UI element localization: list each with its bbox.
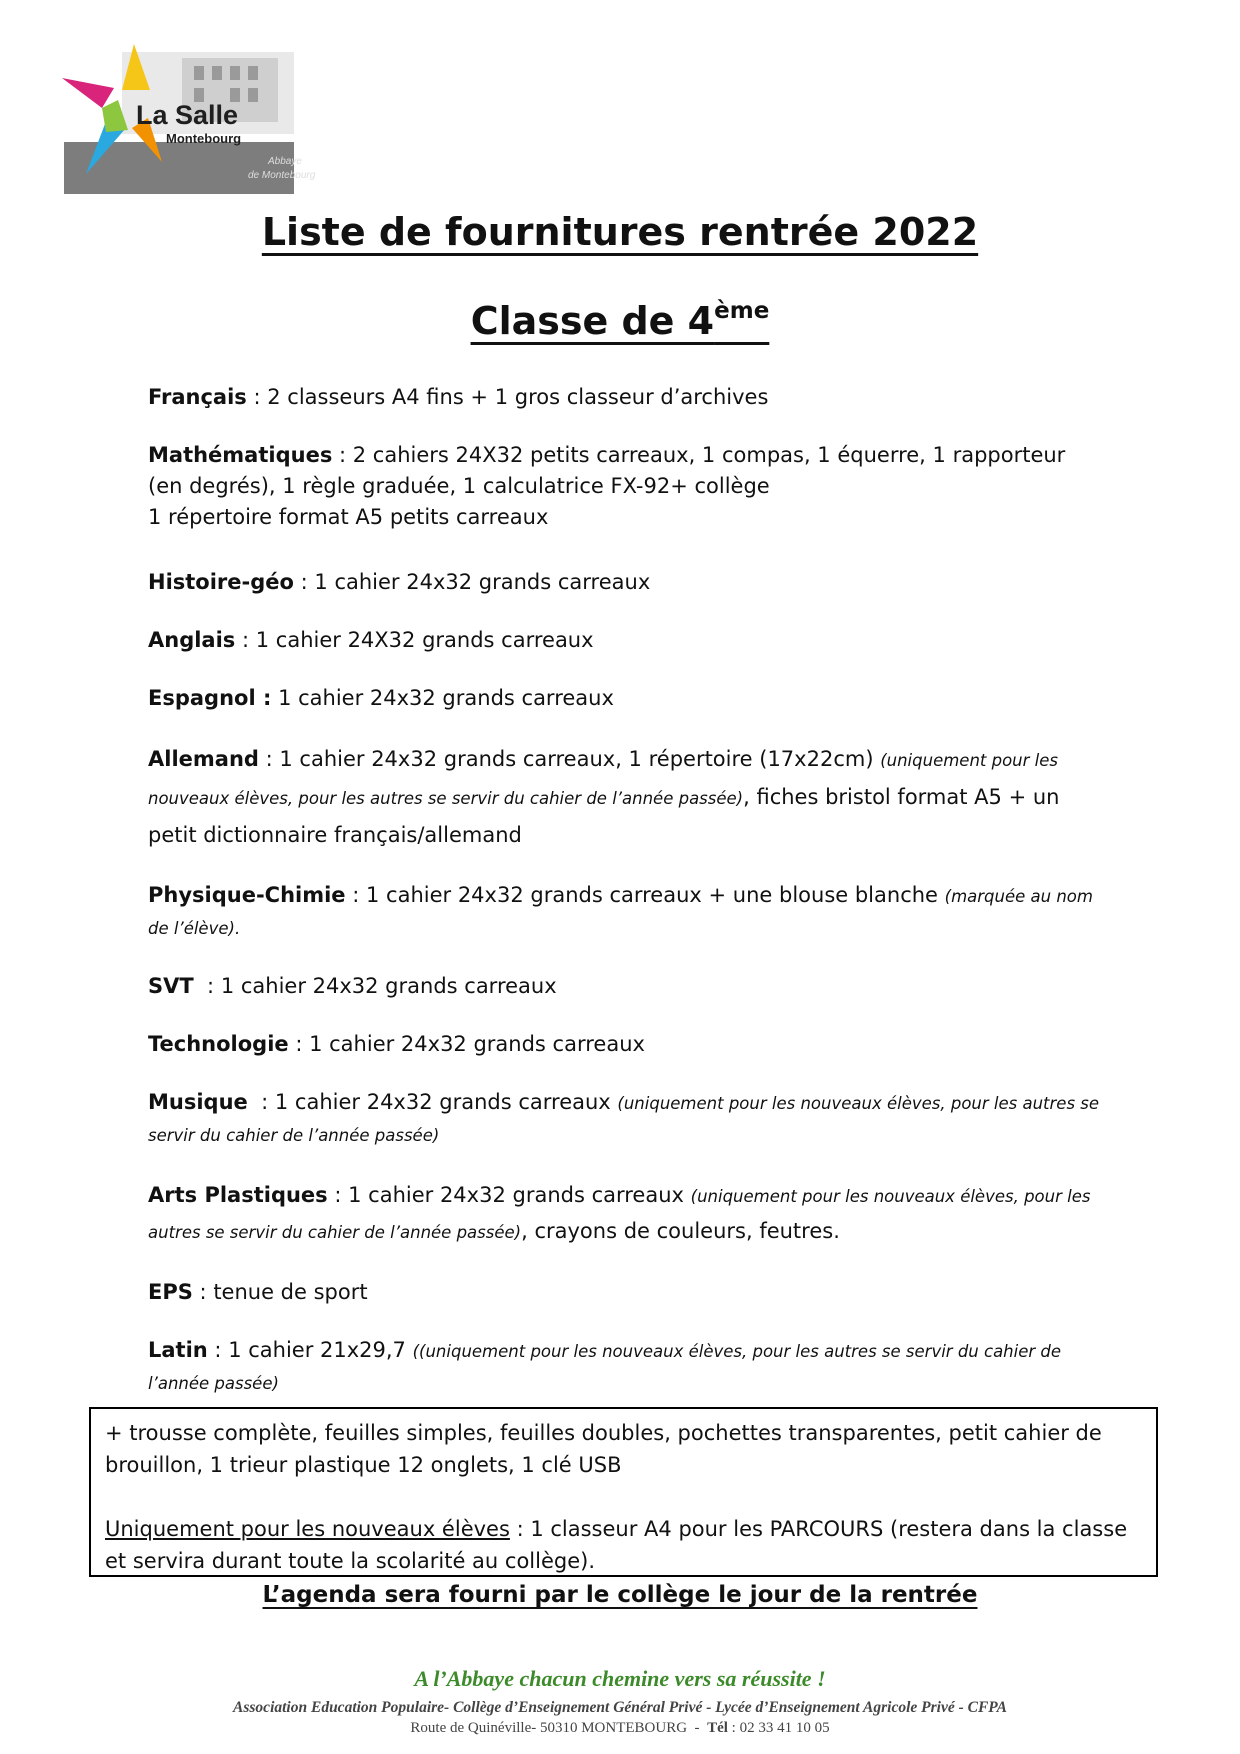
new-students-note [105, 1513, 1142, 1577]
subject-label: Latin [148, 1338, 208, 1362]
subject-label: Physique-Chimie [148, 883, 346, 907]
new-students-text: : 1 classeur A4 pour les PARCOURS (restera dans la classe et servira durant toute la scolarité au collège). [105, 1517, 1128, 1573]
subject-label: SVT [148, 974, 194, 998]
subject-text: 1 cahier 24X32 grands carreaux [255, 628, 594, 652]
subject-technologie: Technologie : 1 cahier 24x32 grands carreaux [148, 1032, 645, 1056]
subject-label: EPS [148, 1280, 193, 1304]
subject-anglais: Anglais : 1 cahier 24X32 grands carreaux [148, 628, 594, 652]
subject-text: 1 cahier 21x29,7 [228, 1338, 413, 1362]
subject-text: 1 cahier 24x32 grands carreaux [278, 686, 614, 710]
subject-label: Technologie [148, 1032, 289, 1056]
agenda-notice: L’agenda sera fourni par le collège le jour de la rentrée [262, 1582, 978, 1608]
subject-text-line2: 1 répertoire format A5 petits carreaux [148, 505, 549, 529]
subject-text: 1 cahier 24x32 grands carreaux [348, 1183, 691, 1207]
new-students-label: Uniquement pour les nouveaux élèves [105, 1517, 510, 1541]
subject-allemand: Allemand : 1 cahier 24x32 grands carreaux, 1 répertoire (17x22cm) (uniquement pour les nouveaux élèves, pour les autres se servir du cahier de l’année passée), fiches bristol format A5 + un petit dictionnaire français/allemand [148, 747, 1060, 847]
footer-motto: A l’Abbaye chacun chemine vers sa réussite ! [414, 1666, 826, 1691]
subject-histoire-geo: Histoire-géo : 1 cahier 24x32 grands carreaux [148, 570, 651, 594]
subject-label: Allemand [148, 747, 259, 771]
subject-svt: SVT : 1 cahier 24x32 grands carreaux [148, 974, 557, 998]
subject-text: 1 cahier 24x32 grands carreaux [314, 570, 651, 594]
subject-arts-plastiques: Arts Plastiques : 1 cahier 24x32 grands carreaux (uniquement pour les nouveaux élèves, pour les autres se servir du cahier de l’année passée), crayons de couleurs, feutres. [148, 1183, 1091, 1243]
subject-note: ((uniquement pour les nouveaux élèves, pour les autres se servir du cahier de l’année passée) [148, 1342, 1062, 1393]
logo-abbaye-line2: de Montebourg [248, 170, 316, 181]
subject-espagnol [148, 683, 1104, 714]
subject-mathematiques: Mathématiques : 2 cahiers 24X32 petits carreaux, 1 compas, 1 équerre, 1 rapporteur (en degrés), 1 règle graduée, 1 calculatrice FX-92+ collège 1 répertoire format A5 petits carreaux [148, 443, 1066, 529]
subject-text: 2 classeurs A4 fins + 1 gros classeur d’archives [267, 385, 769, 409]
subject-label: Espagnol : [148, 686, 272, 710]
subject-label: Musique [148, 1090, 248, 1114]
subject-text-after: , fiches bristol format A5 + un petit dictionnaire français/allemand [148, 785, 1060, 847]
general-supplies-text: + trousse complète, feuilles simples, feuilles doubles, pochettes transparentes, petit cahier de brouillon, 1 trieur plastique 12 onglets, 1 clé USB [105, 1421, 1102, 1477]
subject-text: 1 cahier 24x32 grands carreaux + une blouse blanche [366, 883, 945, 907]
document-title: Liste de fournitures rentrée 2022 [261, 210, 979, 254]
subject-text: 2 cahiers 24X32 petits carreaux, 1 compas, 1 équerre, 1 rapporteur (en degrés), 1 règle graduée, 1 calculatrice FX-92+ collège [148, 443, 1066, 498]
supplies-list [148, 382, 1104, 1426]
footer-association: Association Education Populaire- Collège d’Enseignement Général Privé - Lycée d’Enseignement Agricole Privé - CFPA [233, 1699, 1007, 1716]
school-logo [62, 44, 316, 194]
subject-text: 1 cahier 24x32 grands carreaux [309, 1032, 645, 1056]
logo-town: Montebourg [166, 131, 242, 146]
subject-note: (uniquement pour les nouveaux élèves, pour les autres se servir du cahier de l’année passée) [148, 751, 1059, 808]
class-title: Classe de 4ème [470, 298, 770, 343]
subject-text: 1 cahier 24x32 grands carreaux [220, 974, 557, 998]
subject-note: (uniquement pour les nouveaux élèves, pour les autres se servir du cahier de l’année passée) [148, 1187, 1091, 1242]
subject-text: tenue de sport [213, 1280, 368, 1304]
footer-address: Route de Quinéville- 50310 MONTEBOURG - Tél : 02 33 41 10 05 [410, 1720, 830, 1736]
subject-label: Français [148, 385, 247, 409]
logo-name: La Salle [136, 100, 239, 130]
general-supplies-box [89, 1407, 1158, 1577]
subject-musique: Musique : 1 cahier 24x32 grands carreaux (uniquement pour les nouveaux élèves, pour les autres se servir du cahier de l’année passée) [148, 1090, 1100, 1145]
subject-note: (marquée au nom de l’élève). [148, 887, 1093, 938]
subject-label: Anglais [148, 628, 236, 652]
subject-text: 1 cahier 24x32 grands carreaux, 1 répertoire (17x22cm) [279, 747, 881, 771]
subject-text-after: , crayons de couleurs, feutres. [521, 1219, 840, 1243]
subject-latin: Latin : 1 cahier 21x29,7 ((uniquement pour les nouveaux élèves, pour les autres se servir du cahier de l’année passée) [148, 1338, 1062, 1393]
subject-eps: EPS : tenue de sport [148, 1280, 368, 1304]
subject-text: 1 cahier 24x32 grands carreaux [274, 1090, 618, 1114]
subject-label: Mathématiques [148, 443, 333, 467]
subject-label: Arts Plastiques [148, 1183, 328, 1207]
subject-note: (uniquement pour les nouveaux élèves, pour les autres se servir du cahier de l’année passée) [148, 1094, 1100, 1145]
subject-physique-chimie: Physique-Chimie : 1 cahier 24x32 grands carreaux + une blouse blanche (marquée au nom de l’élève). [148, 883, 1093, 938]
subject-label: Histoire-géo [148, 570, 294, 594]
logo-abbaye-line1: Abbaye [268, 156, 302, 167]
subject-francais: Français : 2 classeurs A4 fins + 1 gros classeur d’archives [148, 385, 769, 409]
